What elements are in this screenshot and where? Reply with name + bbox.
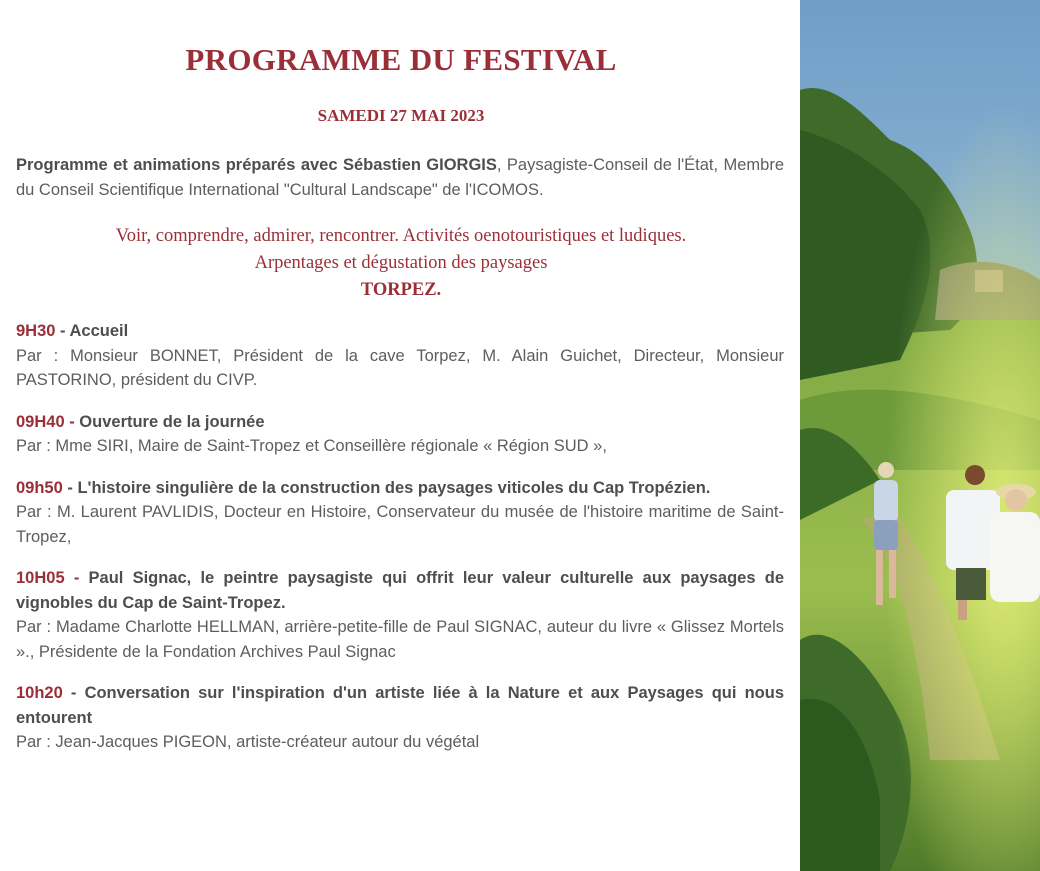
schedule-speakers: Par : Mme SIRI, Maire de Saint-Tropez et Conseillère régionale « Région SUD », [16,437,607,455]
schedule-separator: - [62,478,78,497]
schedule-speakers: Par : Madame Charlotte HELLMAN, arrière-petite-fille de Paul SIGNAC, auteur du livre « Glissez Mortels »., Présidente de la Fondation Archives Paul Signac [16,618,784,661]
schedule-item [16,410,784,459]
vineyard-walkers-illustration [800,0,1040,871]
schedule-title: L'histoire singulière de la construction des paysages viticoles du Cap Tropézien. [77,478,711,497]
schedule-time: 10h20 [16,684,63,702]
schedule-time: 09H40 [16,412,65,431]
schedule-speakers: Par : M. Laurent PAVLIDIS, Docteur en Histoire, Conservateur du musée de l'histoire maritime de Saint-Tropez, [16,503,784,546]
schedule-item [16,319,784,393]
schedule-item-heading [16,476,784,501]
schedule-item-heading [16,319,784,344]
schedule-title: Ouverture de la journée [79,412,265,431]
tagline-line-2-prefix: Arpentages et dégustation des paysages [254,253,548,273]
schedule-title: Conversation sur l'inspiration d'un artiste liée à la Nature et aux Paysages qui nous entourent [16,684,784,727]
schedule-item-heading [16,681,784,730]
schedule-time: 9H30 [16,322,56,340]
intro-rest: , Paysagiste-Conseil de l'État, Membre du Conseil Scientifique International "Cultural Landscape" de l'ICOMOS. [16,156,784,199]
tagline [16,223,786,304]
page-title: PROGRAMME DU FESTIVAL [185,42,617,77]
schedule-list [16,319,784,772]
schedule-time: 09h50 [16,478,63,497]
tagline-torpez: TORPEZ. [360,280,442,300]
event-date: SAMEDI 27 MAI 2023 [317,106,485,125]
schedule-time: 10H05 [16,569,65,587]
schedule-title: Paul Signac, le peintre paysagiste qui offrit leur valeur culturelle aux paysages de vignobles du Cap de Saint-Tropez. [16,569,784,612]
schedule-separator: - [64,412,80,431]
intro-bold: Programme et animations préparés avec Sébastien GIORGIS [16,156,497,174]
schedule-separator: - [62,684,85,702]
tagline-line-1: Voir, comprendre, admirer, rencontrer. Activités oenotouristiques et ludiques. [115,226,687,246]
schedule-item-heading [16,566,784,615]
tagline-line-2 [16,250,786,304]
vineyard-photo [800,0,1040,871]
schedule-separator: - [55,322,70,340]
schedule-speakers: Par : Jean-Jacques PIGEON, artiste-créateur autour du végétal [16,733,480,751]
schedule-item [16,566,784,664]
schedule-item [16,476,784,550]
schedule-speakers: Par : Monsieur BONNET, Président de la cave Torpez, M. Alain Guichet, Directeur, Monsieur PASTORINO, président du CIVP. [16,346,784,389]
schedule-item [16,681,784,755]
schedule-title: Accueil [69,322,129,340]
intro-paragraph [16,153,784,203]
schedule-separator: - [64,569,89,587]
schedule-item-heading [16,410,784,435]
